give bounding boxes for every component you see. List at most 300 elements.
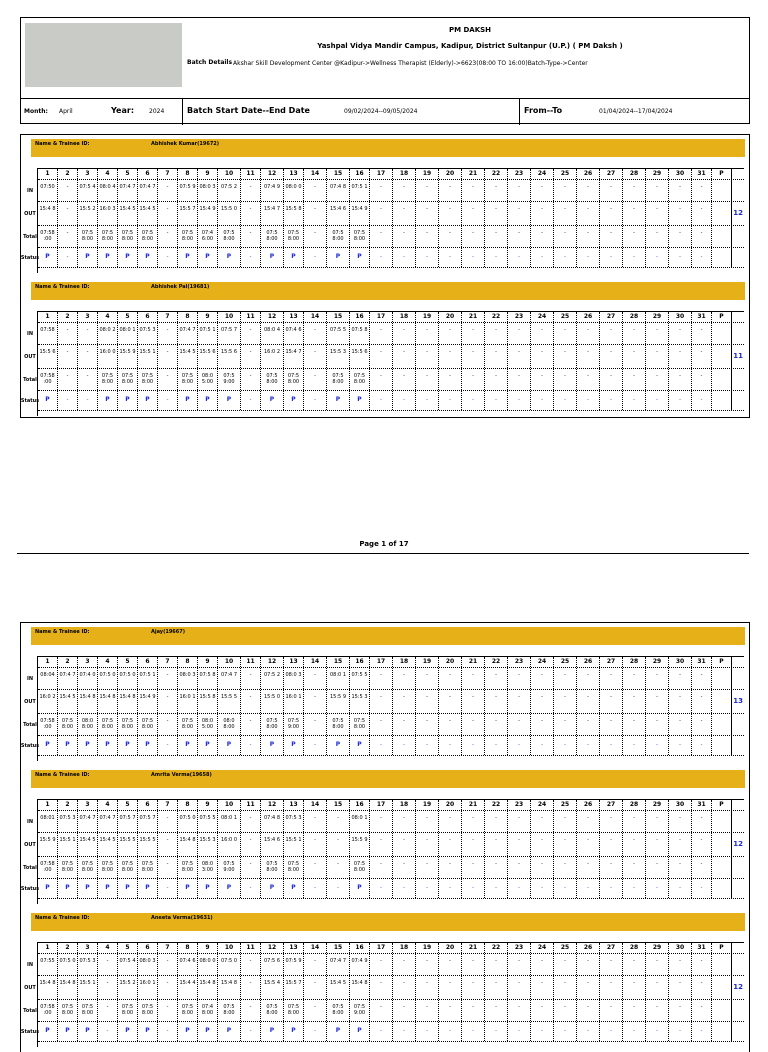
attendance-cell: -: [508, 345, 531, 368]
day-header: 30: [669, 312, 692, 322]
attendance-cell: 16:0 0: [218, 833, 241, 856]
attendance-cell: 15:4 5: [98, 833, 118, 856]
row-label: IN: [26, 961, 34, 968]
attendance-cell: 07:4 8:00: [198, 1000, 218, 1021]
day-header: 3: [78, 657, 98, 667]
trainee-name-bar: [31, 282, 745, 300]
attendance-cell: -: [439, 879, 462, 898]
attendance-cell: -: [485, 833, 508, 856]
day-header: 17: [370, 800, 393, 810]
attendance-cell: -: [416, 690, 439, 713]
attendance-cell: 07:5 6: [261, 954, 284, 975]
attendance-cell: -: [669, 736, 692, 755]
attendance-cell: -: [416, 714, 439, 735]
attendance-cell: 15:5 5: [218, 690, 241, 713]
trainee-block: [21, 135, 749, 278]
attendance-cell: -: [577, 668, 600, 689]
attendance-cell: 15:5 2: [118, 976, 138, 999]
attendance-cell: -: [600, 180, 623, 201]
attendance-cell: 15:5 5: [118, 833, 138, 856]
day-header: 12: [261, 657, 284, 667]
day-header: 22: [485, 169, 508, 179]
attendance-cell: 15:5 2: [78, 202, 98, 225]
attendance-cell: -: [158, 954, 178, 975]
attendance-cell: P: [350, 736, 370, 755]
attendance-cell: P: [261, 248, 284, 267]
attendance-cell: -: [158, 202, 178, 225]
attendance-cell: -: [600, 668, 623, 689]
attendance-cell: -: [393, 811, 416, 832]
day-header: 26: [577, 943, 600, 953]
attendance-cell: 07:5 4: [78, 180, 98, 201]
attendance-cell: -: [158, 811, 178, 832]
attendance-cell: 07:5 8:00: [118, 714, 138, 735]
attendance-cell: P: [78, 736, 98, 755]
day-header: 14: [304, 169, 327, 179]
day-header: 5: [118, 169, 138, 179]
attendance-cell: -: [58, 248, 78, 267]
attendance-cell: P: [218, 1022, 241, 1041]
attendance-cell: -: [241, 323, 261, 344]
attendance-cell: 15:5 8: [198, 690, 218, 713]
attendance-cell: 07:5 8:00: [118, 1000, 138, 1021]
month-label: Month:: [24, 108, 48, 115]
attendance-cell: -: [508, 857, 531, 878]
day-header: 13: [284, 312, 304, 322]
attendance-cell: -: [554, 879, 577, 898]
attendance-cell: 07:5 8:00: [327, 1000, 350, 1021]
attendance-cell: [712, 736, 732, 755]
attendance-cell: 08:0 1: [118, 323, 138, 344]
attendance-cell: 07:4 7: [178, 323, 198, 344]
day-header-row: [38, 311, 744, 323]
attendance-cell: 07:5 8:00: [118, 857, 138, 878]
attendance-cell: 15:5 7: [178, 202, 198, 225]
attendance-cell: -: [78, 391, 98, 410]
attendance-cell: 08:0 8:00: [218, 714, 241, 735]
row-out: [24, 345, 744, 369]
attendance-cell: -: [646, 668, 669, 689]
attendance-cell: P: [218, 391, 241, 410]
attendance-cell: -: [692, 248, 712, 267]
attendance-cell: 08:0 3: [178, 668, 198, 689]
attendance-cell: -: [393, 954, 416, 975]
attendance-cell: -: [158, 323, 178, 344]
attendance-cell: 07:5 8:00: [138, 857, 158, 878]
attendance-cell: -: [669, 248, 692, 267]
attendance-cell: -: [669, 391, 692, 410]
attendance-cell: -: [241, 976, 261, 999]
attendance-cell: -: [78, 323, 98, 344]
trainee-name-label: Name & Trainee ID:: [35, 915, 90, 921]
attendance-cell: -: [439, 714, 462, 735]
attendance-cell: P: [261, 736, 284, 755]
attendance-cell: [712, 690, 732, 713]
attendance-cell: 16:0 2: [261, 345, 284, 368]
day-header: 22: [485, 943, 508, 953]
attendance-cell: -: [370, 714, 393, 735]
attendance-cell: -: [669, 180, 692, 201]
attendance-cell: -: [554, 833, 577, 856]
attendance-cell: 07:5 8:00: [98, 714, 118, 735]
attendance-cell: -: [327, 857, 350, 878]
attendance-cell: -: [577, 976, 600, 999]
day-header: 4: [98, 657, 118, 667]
attendance-cell: 15:4 9: [350, 202, 370, 225]
attendance-cell: -: [646, 202, 669, 225]
day-header: 3: [78, 800, 98, 810]
attendance-cell: 07:5 2: [218, 180, 241, 201]
attendance-cell: 15:5 6: [38, 345, 58, 368]
attendance-cell: -: [669, 369, 692, 390]
attendance-cell: 07:5 2: [261, 668, 284, 689]
attendance-cell: P: [198, 248, 218, 267]
attendance-cell: -: [508, 954, 531, 975]
attendance-cell: -: [531, 879, 554, 898]
attendance-cell: -: [646, 976, 669, 999]
attendance-cell: -: [439, 1022, 462, 1041]
row-status: [20, 391, 744, 411]
attendance-cell: -: [416, 345, 439, 368]
attendance-cell: -: [98, 976, 118, 999]
present-count: 11: [733, 352, 743, 360]
attendance-cell: -: [669, 1022, 692, 1041]
attendance-cell: -: [600, 323, 623, 344]
day-header: 19: [416, 169, 439, 179]
attendance-cell: 07:5 8:00: [78, 226, 98, 247]
attendance-cell: -: [241, 954, 261, 975]
row-label: Status: [20, 885, 40, 892]
attendance-cell: -: [531, 180, 554, 201]
year-label: Year:: [111, 106, 135, 115]
attendance-cell: -: [669, 202, 692, 225]
attendance-cell: -: [577, 1022, 600, 1041]
day-header: 7: [158, 312, 178, 322]
attendance-cell: 15:4 8: [38, 202, 58, 225]
attendance-cell: P: [138, 1022, 158, 1041]
day-header: 10: [218, 943, 241, 953]
attendance-cell: -: [508, 391, 531, 410]
attendance-cell: -: [554, 668, 577, 689]
day-header: 18: [393, 657, 416, 667]
attendance-cell: -: [439, 668, 462, 689]
trainee-name: Amrita Verma(19658): [151, 772, 212, 778]
day-header: 21: [462, 169, 485, 179]
attendance-cell: 08:0 0: [198, 954, 218, 975]
row-total: [23, 226, 744, 248]
attendance-cell: -: [669, 976, 692, 999]
attendance-cell: [712, 369, 732, 390]
attendance-cell: -: [485, 954, 508, 975]
day-header: 11: [241, 169, 261, 179]
attendance-cell: -: [577, 391, 600, 410]
day-header: 6: [138, 943, 158, 953]
attendance-cell: -: [600, 345, 623, 368]
attendance-cell: 07:4 7: [98, 811, 118, 832]
attendance-cell: 07:5 9:00: [218, 369, 241, 390]
attendance-cell: -: [462, 202, 485, 225]
day-header: 22: [485, 657, 508, 667]
attendance-cell: -: [158, 976, 178, 999]
attendance-cell: P: [98, 248, 118, 267]
attendance-cell: -: [692, 391, 712, 410]
attendance-cell: -: [692, 690, 712, 713]
attendance-cell: -: [692, 714, 712, 735]
attendance-cell: 07:5 3: [78, 954, 98, 975]
attendance-cell: -: [692, 202, 712, 225]
attendance-cell: -: [462, 976, 485, 999]
attendance-cell: -: [462, 248, 485, 267]
day-header: 31: [692, 943, 712, 953]
day-header: 16: [350, 169, 370, 179]
attendance-cell: 07:4 0: [78, 668, 98, 689]
row-label: OUT: [24, 210, 36, 217]
attendance-cell: -: [554, 391, 577, 410]
attendance-cell: P: [58, 1022, 78, 1041]
attendance-cell: -: [439, 345, 462, 368]
attendance-cell: 07:5 8:00: [138, 226, 158, 247]
attendance-cell: -: [646, 857, 669, 878]
attendance-cell: 07:5 5: [198, 811, 218, 832]
attendance-cell: 15:5 4: [261, 976, 284, 999]
attendance-cell: -: [158, 736, 178, 755]
attendance-cell: -: [600, 248, 623, 267]
attendance-cell: P: [261, 391, 284, 410]
day-header: P: [712, 800, 732, 810]
attendance-cell: -: [393, 668, 416, 689]
attendance-cell: -: [416, 811, 439, 832]
row-label: Total: [23, 1007, 37, 1014]
attendance-cell: 07:5 8:00: [98, 857, 118, 878]
attendance-cell: -: [304, 202, 327, 225]
day-header: 6: [138, 169, 158, 179]
attendance-cell: P: [118, 248, 138, 267]
attendance-cell: [712, 1000, 732, 1021]
attendance-cell: -: [241, 226, 261, 247]
attendance-cell: 15:5 6: [198, 345, 218, 368]
attendance-cell: -: [241, 248, 261, 267]
attendance-cell: 07:5 8:00: [284, 857, 304, 878]
attendance-cell: 07:5 8:00: [327, 226, 350, 247]
attendance-cell: -: [304, 736, 327, 755]
attendance-cell: -: [439, 323, 462, 344]
trainee-name: Aneeta Verma(19631): [151, 915, 213, 921]
day-header: 5: [118, 800, 138, 810]
attendance-cell: -: [692, 811, 712, 832]
attendance-cell: -: [554, 1000, 577, 1021]
trainee-block: [21, 623, 749, 766]
attendance-cell: [712, 714, 732, 735]
attendance-cell: -: [393, 180, 416, 201]
attendance-cell: -: [508, 811, 531, 832]
attendance-cell: -: [692, 954, 712, 975]
attendance-cell: 15:4 8: [98, 690, 118, 713]
attendance-cell: -: [623, 857, 646, 878]
attendance-cell: -: [393, 1022, 416, 1041]
attendance-cell: -: [600, 879, 623, 898]
attendance-cell: 07:5 8:00: [350, 369, 370, 390]
attendance-cell: -: [439, 811, 462, 832]
attendance-cell: -: [304, 391, 327, 410]
attendance-cell: 15:5 9: [118, 345, 138, 368]
row-label: OUT: [24, 984, 36, 991]
day-header: 2: [58, 169, 78, 179]
attendance-cell: -: [508, 690, 531, 713]
attendance-cell: -: [158, 369, 178, 390]
attendance-cell: 07:5 4: [118, 954, 138, 975]
attendance-cell: 15:5 3: [198, 833, 218, 856]
attendance-cell: P: [178, 879, 198, 898]
day-header: 25: [554, 800, 577, 810]
attendance-cell: P: [284, 248, 304, 267]
attendance-cell: 07:5 8:00: [284, 226, 304, 247]
attendance-cell: -: [58, 226, 78, 247]
attendance-cell: -: [485, 736, 508, 755]
attendance-cell: 15:4 8: [198, 976, 218, 999]
attendance-cell: -: [692, 736, 712, 755]
attendance-cell: 07:5 7: [138, 811, 158, 832]
attendance-cell: -: [646, 345, 669, 368]
attendance-cell: 07:50: [38, 180, 58, 201]
attendance-cell: -: [241, 690, 261, 713]
attendance-cell: -: [531, 226, 554, 247]
attendance-cell: -: [577, 248, 600, 267]
page-divider: [17, 553, 749, 554]
present-count: 12: [733, 209, 743, 217]
day-header: 24: [531, 943, 554, 953]
day-header: 21: [462, 943, 485, 953]
day-header: 10: [218, 312, 241, 322]
attendance-cell: -: [623, 202, 646, 225]
day-header: 29: [646, 657, 669, 667]
batch-details-value: Akshar Skill Development Center @Kadipur->Wellness Therapist (Elderly)->6623(08:00 TO 16:00)Batch-Type->Center: [233, 60, 588, 67]
attendance-cell: -: [577, 180, 600, 201]
day-header: 23: [508, 312, 531, 322]
attendance-cell: -: [304, 714, 327, 735]
attendance-cell: -: [669, 226, 692, 247]
attendance-cell: 16:0 3: [98, 202, 118, 225]
attendance-cell: P: [327, 391, 350, 410]
day-header: 3: [78, 312, 98, 322]
attendance-cell: 07:4 7: [58, 668, 78, 689]
attendance-cell: -: [393, 857, 416, 878]
attendance-cell: P: [284, 879, 304, 898]
attendance-cell: -: [393, 714, 416, 735]
attendance-cell: 15:5 7: [284, 976, 304, 999]
day-header: 14: [304, 312, 327, 322]
attendance-cell: P: [58, 736, 78, 755]
attendance-cell: -: [241, 833, 261, 856]
attendance-cell: 15:5 1: [58, 833, 78, 856]
attendance-cell: -: [531, 248, 554, 267]
attendance-cell: -: [416, 833, 439, 856]
attendance-cell: -: [600, 833, 623, 856]
attendance-cell: -: [623, 811, 646, 832]
attendance-cell: 07:58 :00: [38, 714, 58, 735]
attendance-cell: -: [393, 248, 416, 267]
attendance-cell: -: [485, 1000, 508, 1021]
attendance-cell: 07:58 :00: [38, 1000, 58, 1021]
attendance-grid: [20, 311, 743, 416]
attendance-cell: P: [198, 879, 218, 898]
attendance-cell: -: [462, 668, 485, 689]
attendance-cell: -: [531, 1000, 554, 1021]
attendance-cell: -: [600, 226, 623, 247]
attendance-cell: -: [393, 833, 416, 856]
day-header: 8: [178, 800, 198, 810]
attendance-cell: 07:58 :00: [38, 369, 58, 390]
attendance-cell: P: [138, 879, 158, 898]
day-header: 5: [118, 312, 138, 322]
attendance-cell: -: [577, 1000, 600, 1021]
attendance-cell: [712, 668, 732, 689]
attendance-cell: 07:5 8:00: [261, 369, 284, 390]
day-header: 20: [439, 312, 462, 322]
day-header: 28: [623, 312, 646, 322]
row-label: IN: [26, 187, 34, 194]
day-header-row: [38, 799, 744, 811]
attendance-cell: -: [370, 226, 393, 247]
attendance-cell: -: [58, 345, 78, 368]
attendance-cell: P: [98, 391, 118, 410]
attendance-cell: P: [38, 391, 58, 410]
attendance-cell: -: [508, 714, 531, 735]
day-header: 19: [416, 943, 439, 953]
day-header: 22: [485, 800, 508, 810]
attendance-cell: 16:0 0: [98, 345, 118, 368]
day-header: 25: [554, 169, 577, 179]
attendance-cell: -: [600, 369, 623, 390]
attendance-cell: -: [669, 1000, 692, 1021]
attendance-cell: -: [600, 736, 623, 755]
attendance-cell: -: [485, 879, 508, 898]
attendance-cell: 07:5 8:00: [261, 857, 284, 878]
attendance-cell: -: [304, 976, 327, 999]
attendance-cell: 07:5 0: [98, 668, 118, 689]
attendance-cell: -: [485, 180, 508, 201]
day-header: 31: [692, 657, 712, 667]
attendance-cell: -: [485, 226, 508, 247]
attendance-cell: -: [623, 833, 646, 856]
row-label: OUT: [24, 698, 36, 705]
attendance-cell: 07:5 9:00: [350, 1000, 370, 1021]
attendance-cell: 07:5 8:00: [350, 714, 370, 735]
attendance-cell: -: [416, 976, 439, 999]
day-header: 12: [261, 943, 284, 953]
attendance-cell: 07:5 8:00: [118, 226, 138, 247]
attendance-cell: -: [58, 180, 78, 201]
attendance-cell: P: [138, 391, 158, 410]
attendance-cell: -: [304, 668, 327, 689]
attendance-cell: -: [623, 879, 646, 898]
attendance-cell: -: [600, 690, 623, 713]
attendance-cell: P: [198, 391, 218, 410]
day-header-row: [38, 942, 744, 954]
day-header: 17: [370, 657, 393, 667]
attendance-cell: [712, 857, 732, 878]
row-status: [20, 879, 744, 899]
day-header: 27: [600, 943, 623, 953]
attendance-cell: -: [508, 879, 531, 898]
attendance-cell: -: [439, 976, 462, 999]
day-header: 13: [284, 943, 304, 953]
attendance-cell: -: [462, 833, 485, 856]
attendance-cell: 15:4 9: [198, 202, 218, 225]
attendance-cell: P: [118, 391, 138, 410]
attendance-cell: [712, 811, 732, 832]
attendance-cell: -: [370, 1022, 393, 1041]
attendance-cell: 15:5 0: [261, 690, 284, 713]
